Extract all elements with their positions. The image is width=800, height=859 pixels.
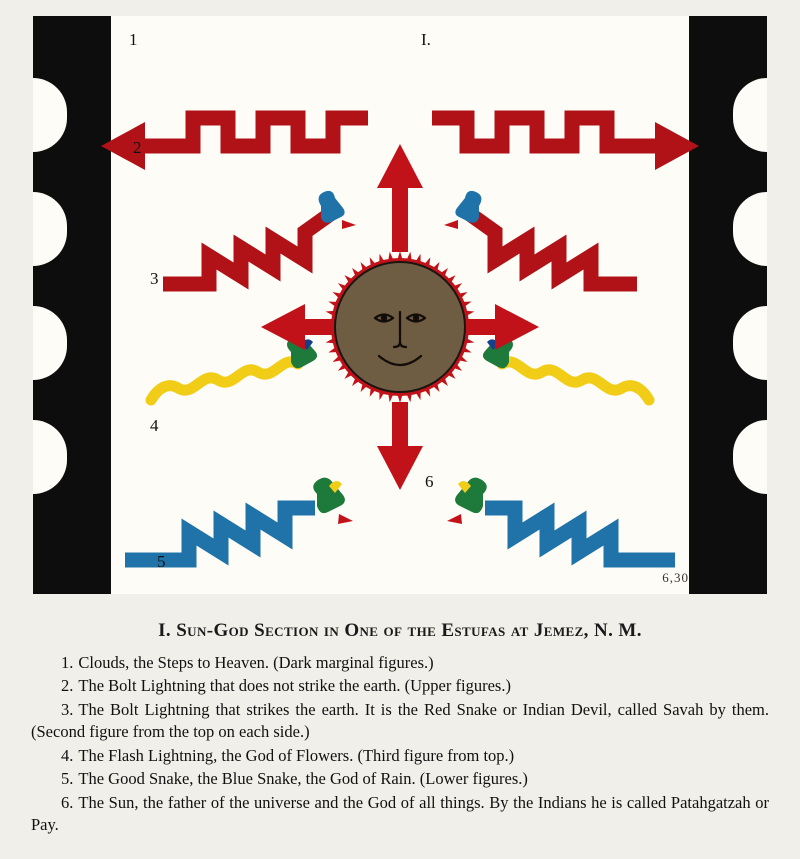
illustration-plate xyxy=(33,16,767,594)
legend-number: 2. xyxy=(61,676,74,696)
sun-ray-up xyxy=(377,144,423,252)
legend-text: The Good Snake, the Blue Snake, the God of Rain. (Lower figures.) xyxy=(78,769,528,789)
sun-face xyxy=(323,250,477,404)
legend-number: 3. xyxy=(61,699,74,719)
legend-text: The Bolt Lightning that does not strike the earth. (Upper figures.) xyxy=(78,676,511,696)
legend-number: 5. xyxy=(61,769,74,789)
legend-text: The Bolt Lightning that strikes the earth. It is the Red Snake or Indian Devil, called Savah by them. (Second figure from the top on each side.) xyxy=(31,699,769,742)
legend-text: Clouds, the Steps to Heaven. (Dark marginal figures.) xyxy=(78,653,434,672)
plate-number-6: 6 xyxy=(425,472,434,491)
plate-number-4: 4 xyxy=(150,416,159,435)
legend-text: The Flash Lightning, the God of Flowers. (Third figure from top.) xyxy=(78,745,515,765)
legend-text: The Sun, the father of the universe and the God of all things. By the Indians he is called Patahgatzah or Pay. xyxy=(31,792,769,835)
legend-list xyxy=(0,652,800,837)
legend-item xyxy=(31,745,769,767)
legend-item xyxy=(31,768,769,790)
plate-number-1-left: 1 xyxy=(129,30,138,49)
artist-signature: 6,30 xyxy=(662,570,689,585)
legend-item xyxy=(31,699,769,744)
legend-item xyxy=(31,652,769,674)
plate-number-5: 5 xyxy=(157,552,166,571)
plate-title: I. Sun-God Section in One of the Estufas at Jemez, N. M. xyxy=(158,620,642,641)
plate-number-3: 3 xyxy=(150,269,159,288)
legend-number: 4. xyxy=(61,745,74,765)
legend-item xyxy=(31,675,769,697)
sun-god-figure xyxy=(323,250,477,404)
caption-block xyxy=(0,606,800,838)
legend-number: 1. xyxy=(61,653,74,672)
legend-number: 6. xyxy=(61,792,74,812)
legend-item xyxy=(31,792,769,837)
plate-number-roman-i: I. xyxy=(421,30,431,49)
plate-number-2: 2 xyxy=(133,138,142,157)
sun-ray-down xyxy=(377,402,423,490)
